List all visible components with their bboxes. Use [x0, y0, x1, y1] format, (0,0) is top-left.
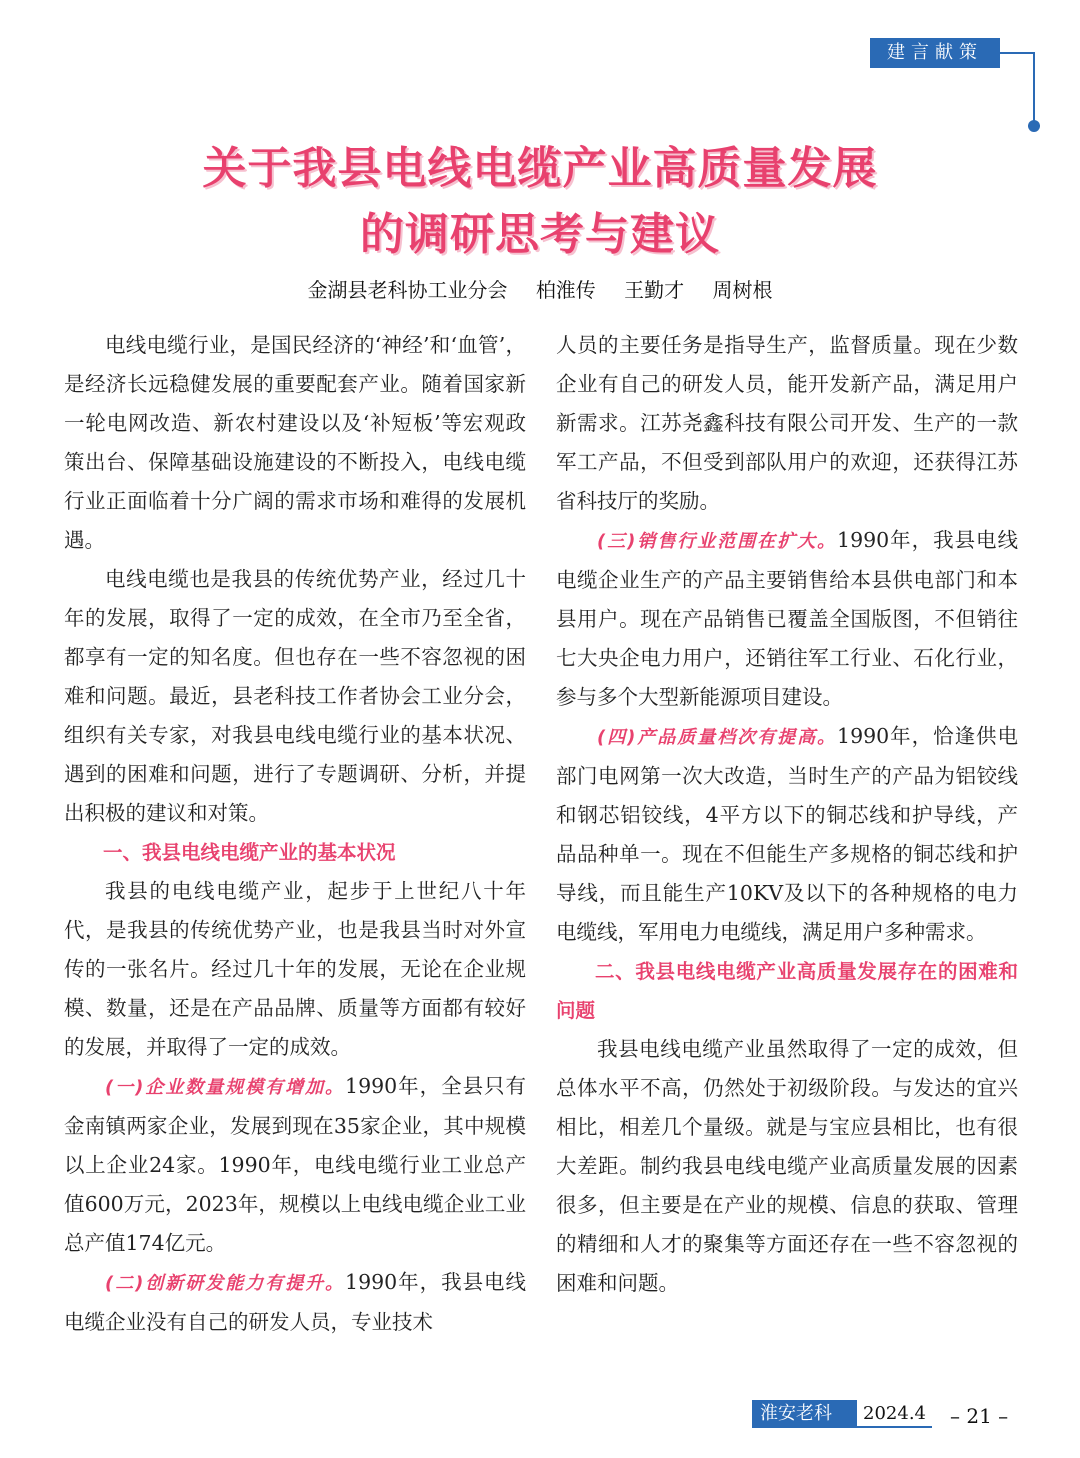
paragraph-body: 1990年，我县电线电缆企业生产的产品主要销售给本县供电部门和本县用户。现在产品销售已覆盖全国版图，不但销往七大央企电力用户，还销往军工行业、石化行业，参与多个大型新能源项目建设。 [556, 528, 1019, 709]
author-line [0, 274, 1080, 303]
section-heading: 一、我县电线电缆产业的基本状况 [103, 841, 396, 864]
footer-magazine-bar [752, 1400, 932, 1452]
subsection-lead: (三)销售行业范围在扩大。 [597, 531, 838, 552]
subsection-lead: (四)产品质量档次有提高。 [597, 727, 838, 748]
section-badge: 建言献策 [870, 38, 1000, 68]
author-name: 王勤才 [624, 278, 685, 302]
decorative-line-vertical [1033, 52, 1035, 124]
subsection-lead: (二)创新研发能力有提升。 [105, 1273, 346, 1294]
page-number: – 21 – [950, 1404, 1009, 1428]
paragraph: 人员的主要任务是指导生产，监督质量。现在少数企业有自己的研发人员，能开发新产品，满足用户新需求。江苏尧鑫科技有限公司开发、生产的一款军工产品，不但受到部队用户的欢迎，还获得江苏省科技厅的奖励。 [556, 333, 1018, 513]
article-title-line2: 的调研思考与建议 [360, 209, 720, 260]
paragraph: 我县电线电缆产业虽然取得了一定的成效，但总体水平不高，仍然处于初级阶段。与发达的宜兴相比，相差几个量级。就是与宝应县相比，也有很大差距。制约我县电线电缆产业高质量发展的因素很多，但主要是在产业的规模、信息的获取、管理的精细和人才的聚集等方面还存在一些不容忽视的困难和问题。 [556, 1037, 1018, 1295]
decorative-dot-icon [1028, 120, 1040, 132]
decorative-line-horizontal [1000, 52, 1035, 54]
paragraph [556, 717, 1018, 952]
left-column [64, 326, 526, 1342]
magazine-name: 淮安老科协 [752, 1400, 857, 1428]
paragraph: 我县的电线电缆产业，起步于上世纪八十年代，是我县的传统优势产业，也是我县当时对外宣传的一张名片。经过几十年的发展，无论在企业规模、数量，还是在产品品牌、质量等方面都有较好的发展，并取得了一定的成效。 [64, 879, 526, 1059]
paragraph [64, 1263, 526, 1342]
paragraph: 电线电缆也是我县的传统优势产业，经过几十年的发展，取得了一定的成效，在全市乃至全省，都享有一定的知名度。但也存在一些不容忽视的困难和问题。最近，县老科技工作者协会工业分会，组织有关专家，对我县电线电缆行业的基本状况、遇到的困难和问题，进行了专题调研、分析，并提出积极的建议和对策。 [64, 567, 526, 825]
author-organization: 金湖县老科协工业分会 [307, 278, 508, 302]
issue-number: 2024.4 [857, 1400, 932, 1428]
right-column [556, 326, 1018, 1303]
paragraph-body: 1990年，全县只有金南镇两家企业，发展到现在35家企业，其中规模以上企业24家。1990年，电线电缆行业工业总产值600万元，2023年，规模以上电线电缆企业工业总产值174亿元。 [64, 1074, 527, 1255]
section-heading: 二、我县电线电缆产业高质量发展存在的困难和问题 [556, 960, 1018, 1022]
author-name: 周树根 [712, 278, 773, 302]
paragraph-body: 1990年，恰逢供电部门电网第一次大改造，当时生产的产品为铝铰线和钢芯铝铰线，4平方以下的铜芯线和护导线，产品品种单一。现在不但能生产多规格的铜芯线和护导线，而且能生产10KV及以下的各种规格的电力电缆线，军用电力电缆线，满足用户多种需求。 [556, 724, 1019, 944]
paragraph [64, 1067, 526, 1263]
paragraph-body: 1990年，我县电线电缆企业没有自己的研发人员，专业技术 [64, 1270, 527, 1334]
article-title-line1: 关于我县电线电缆产业高质量发展 [202, 143, 878, 194]
subsection-lead: (一)企业数量规模有增加。 [105, 1077, 346, 1098]
paragraph [556, 521, 1018, 717]
author-name: 柏淮传 [535, 278, 596, 302]
paragraph: 电线电缆行业，是国民经济的‘神经’和‘血管’，是经济长远稳健发展的重要配套产业。随着国家新一轮电网改造、新农村建设以及‘补短板’等宏观政策出台、保障基础设施建设的不断投入，电线电缆行业正面临着十分广阔的需求市场和难得的发展机遇。 [64, 333, 526, 552]
